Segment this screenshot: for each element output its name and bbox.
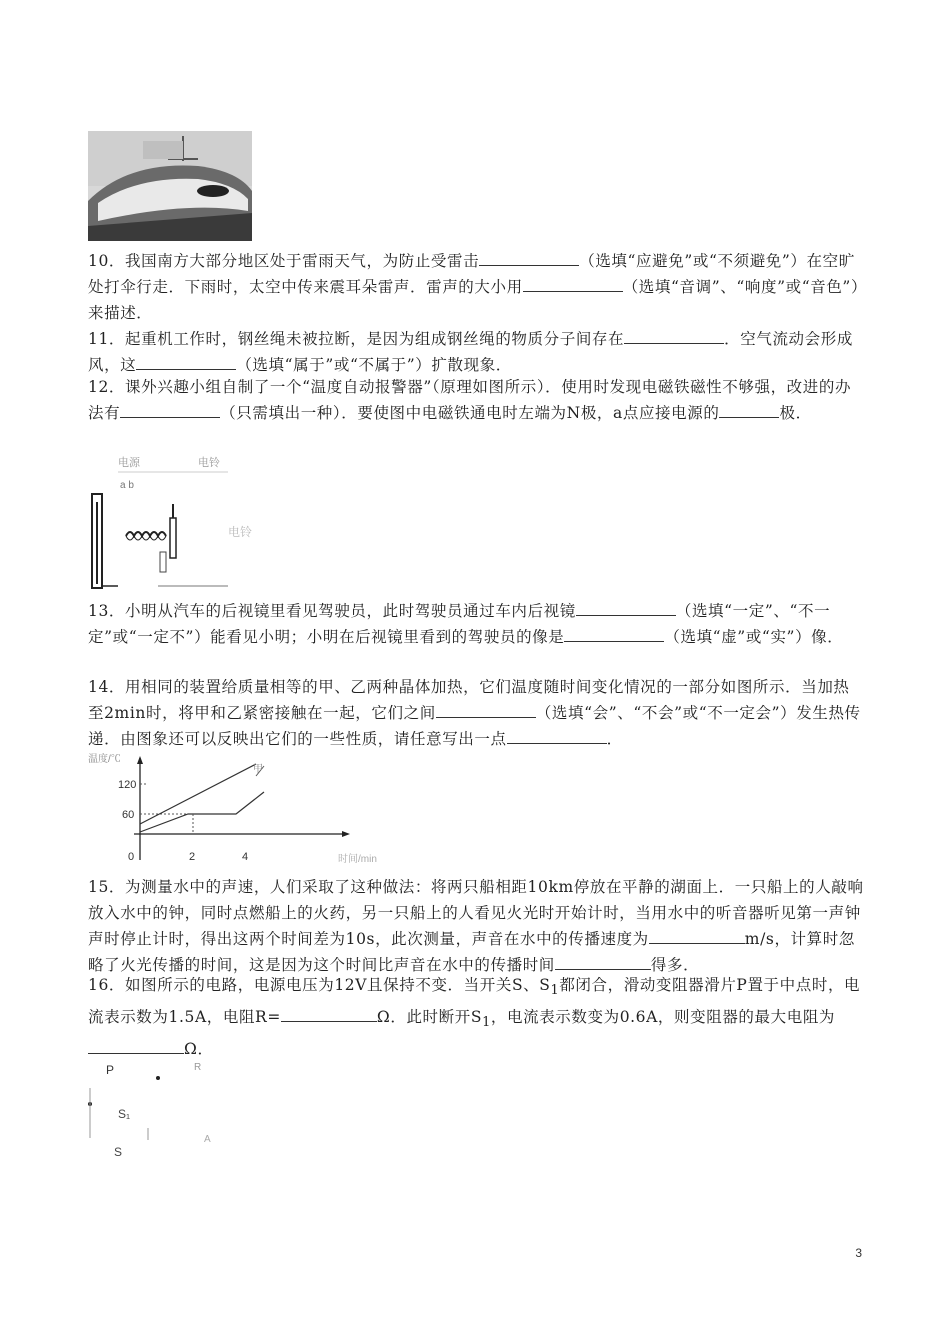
answer-blank[interactable] (120, 403, 220, 418)
question-text: （选填“会”、“不会”或“不一定会”）发生热传递．由图象还可以反映出它们的一些性质，请任意写出一点 (88, 704, 861, 748)
train-photo (88, 131, 252, 241)
question-text: ，电流表示数变为0.6A，则变阻器的最大电阻为 (490, 1008, 836, 1027)
question-text: （选填“属于”或“不属于”）扩散现象． (236, 356, 512, 374)
answer-blank[interactable] (555, 955, 651, 970)
answer-blank[interactable] (719, 403, 779, 418)
bell-side-label: 电铃 (228, 525, 253, 539)
label-S: S (114, 1145, 123, 1159)
question-number: 15． (88, 878, 126, 896)
temperature-graph (88, 752, 408, 868)
question-text: 起重机工作时，钢丝绳未被拉断，是因为组成钢丝绳的物质分子间存在 (125, 330, 625, 348)
question-text: （只需填出一种）．要使图中电磁铁通电时左端为N极，a点应接电源的 (220, 404, 720, 422)
ab-label: a b (120, 480, 134, 491)
answer-blank[interactable] (281, 1007, 377, 1022)
question-text: 为测量水中的声速，人们采取了这种做法：将两只船相距10km停放在平静的湖面上．一只船上的人敲响放入水中的钟，同时点燃船上的火药，另一只船上的人看见火光时开始计时，当用水中的听音器听见第一声钟声时停止计时，得出这两个时间差为10s，此次测量，声音在水中的传播速度为 (88, 878, 864, 948)
tick-2: 2 (189, 851, 196, 863)
question-text: Ω． (184, 1040, 214, 1059)
question-text: 我国南方大部分地区处于雷雨天气，为防止受雷击 (125, 252, 480, 270)
question-text: （选填“音调”、“响度”或“音色”）来描述． (88, 278, 860, 322)
question-text: 如图所示的电路，电源电压为12V且保持不变．当开关S、S (125, 976, 551, 994)
question-text: ．空气流动会形成风，这 (88, 330, 853, 374)
answer-blank[interactable] (624, 329, 724, 344)
question-text: 都闭合，滑动变阻器滑片P置于中点时，电流表示数为1.5A，电阻R= (88, 976, 861, 1027)
question-text: 课外兴趣小组自制了一个“温度自动报警器”（原理如图所示）．使用时发现电磁铁磁性不够强，改进的办法有 (88, 378, 852, 422)
answer-blank[interactable] (564, 627, 664, 642)
question-16 (88, 972, 864, 1062)
question-number: 16． (88, 976, 126, 994)
tick-120: 120 (118, 779, 137, 791)
question-text: m/s，计算时忽略了火光传播的时间，这是因为这个时间比声音在水中的传播时间 (88, 930, 855, 974)
question-number: 14． (88, 678, 126, 696)
question-number: 12． (88, 378, 126, 396)
subscript: 1 (482, 1015, 491, 1031)
label-R: R (194, 1062, 202, 1073)
bell-label: 电铃 (198, 457, 220, 469)
answer-blank[interactable] (136, 355, 236, 370)
answer-blank[interactable] (523, 277, 623, 292)
tick-origin: 0 (128, 851, 135, 863)
graph-xlabel: 时间/min (338, 854, 377, 865)
subscript: 1 (550, 983, 560, 999)
answer-blank[interactable] (649, 929, 745, 944)
question-15 (88, 874, 864, 978)
question-text: 得多． (650, 956, 700, 974)
question-text: 用相同的装置给质量相等的甲、乙两种晶体加热，它们温度随时间变化情况的一部分如图所示．当加热至2min时，将甲和乙紧密接触在一起，它们之间 (88, 678, 850, 722)
ammeter-label: A (204, 1134, 211, 1145)
label-P: P (106, 1063, 115, 1077)
answer-blank[interactable] (507, 729, 607, 744)
tick-4: 4 (242, 851, 249, 863)
circuit-diagram (86, 1058, 246, 1166)
question-10 (88, 248, 864, 326)
answer-blank[interactable] (576, 601, 676, 616)
question-text: （选填“虚”或“实”）像． (664, 628, 844, 646)
answer-blank[interactable] (479, 251, 579, 266)
question-text: Ω．此时断开S (376, 1008, 483, 1027)
question-text: 小明从汽车的后视镜里看见驾驶员，此时驾驶员通过车内后视镜 (125, 602, 576, 620)
question-text: （选填“一定”、“不一定”或“一定不”）能看见小明；小明在后视镜里看到的驾驶员的像是 (88, 602, 831, 646)
tick-60: 60 (122, 809, 135, 821)
page-number: 3 (855, 1246, 862, 1260)
question-11 (88, 326, 864, 378)
answer-blank[interactable] (436, 703, 536, 718)
power-label: 电源 (118, 457, 140, 469)
alarm-diagram (88, 454, 288, 592)
answer-blank[interactable] (88, 1039, 184, 1054)
question-number: 13． (88, 602, 126, 620)
question-number: 11． (88, 330, 126, 348)
question-14 (88, 674, 864, 752)
question-12 (88, 374, 864, 426)
question-text: ． (606, 730, 623, 748)
graph-ylabel: 温度/℃ (88, 754, 121, 765)
question-13 (88, 598, 864, 650)
series-label: 甲 (253, 764, 263, 775)
label-S1: S₁ (118, 1107, 131, 1121)
question-number: 10． (88, 252, 126, 270)
question-text: 极． (779, 404, 812, 422)
question-text: （选填“应避免”或“不须避免”）在空旷处打伞行走．下雨时，太空中传来震耳朵雷声．雷声的大小用 (88, 252, 855, 296)
